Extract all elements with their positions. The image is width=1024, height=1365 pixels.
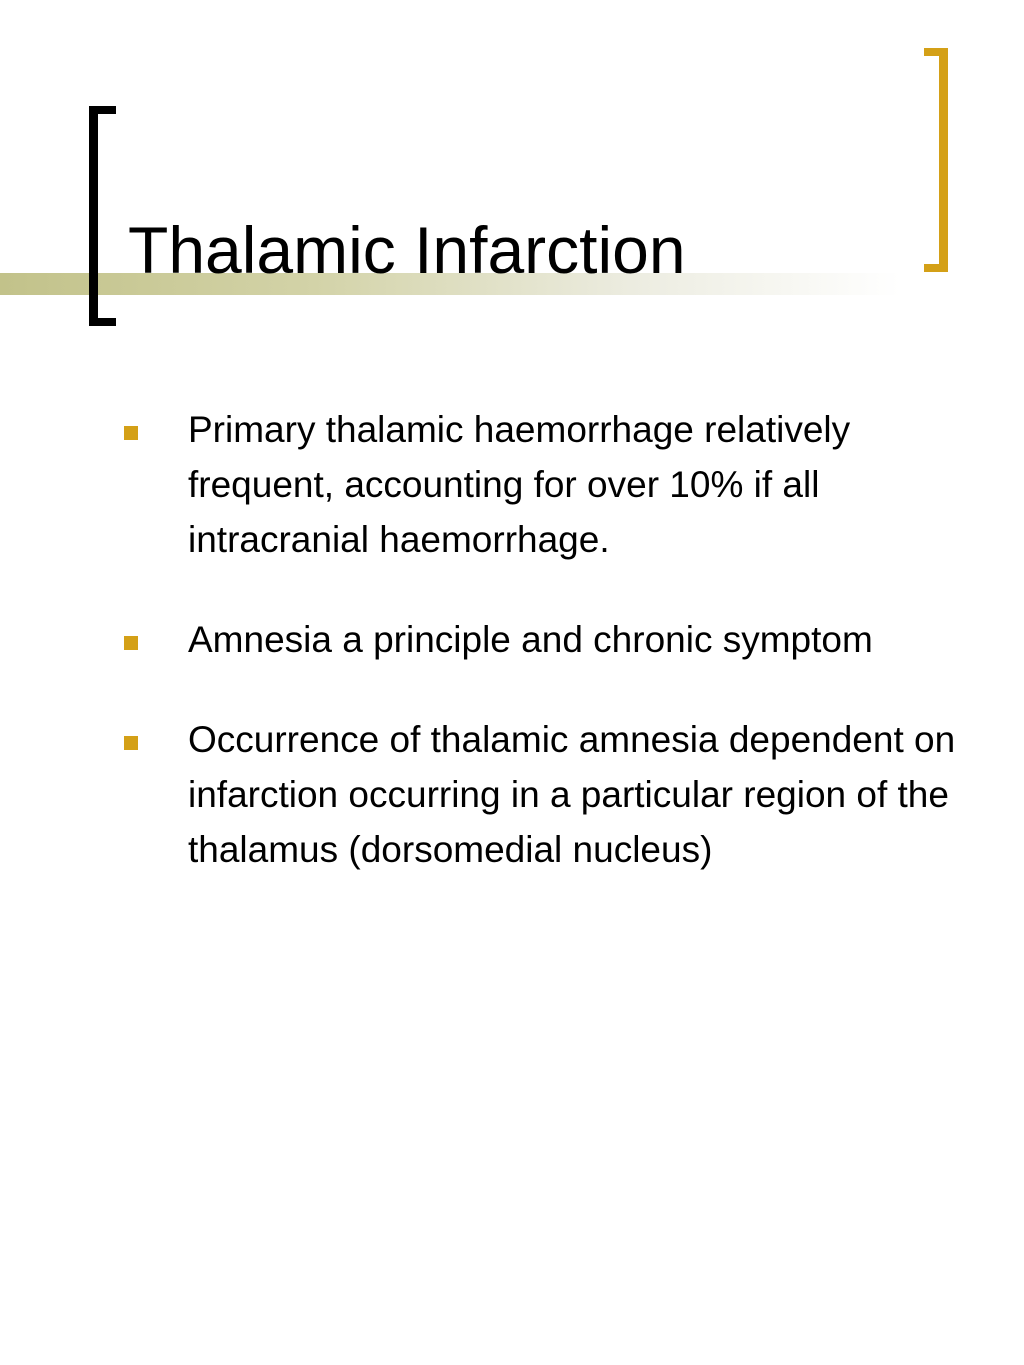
bullet-item bbox=[124, 402, 984, 567]
bullet-item bbox=[124, 712, 984, 877]
bullet-list bbox=[124, 402, 984, 922]
bullet-text: Primary thalamic haemorrhage relatively frequent, accounting for over 10% if all intracranial haemorrhage. bbox=[188, 409, 851, 560]
square-bullet-icon bbox=[124, 636, 138, 650]
slide-title: Thalamic Infarction bbox=[128, 213, 686, 287]
bullet-item bbox=[124, 612, 984, 667]
square-bullet-icon bbox=[124, 426, 138, 440]
left-bracket-decoration bbox=[89, 106, 116, 326]
right-bracket-decoration bbox=[924, 48, 948, 272]
bullet-text: Amnesia a principle and chronic symptom bbox=[188, 619, 873, 660]
square-bullet-icon bbox=[124, 736, 138, 750]
bullet-text: Occurrence of thalamic amnesia dependent on infarction occurring in a particular region of the thalamus (dorsomedial nucleus) bbox=[188, 719, 956, 870]
